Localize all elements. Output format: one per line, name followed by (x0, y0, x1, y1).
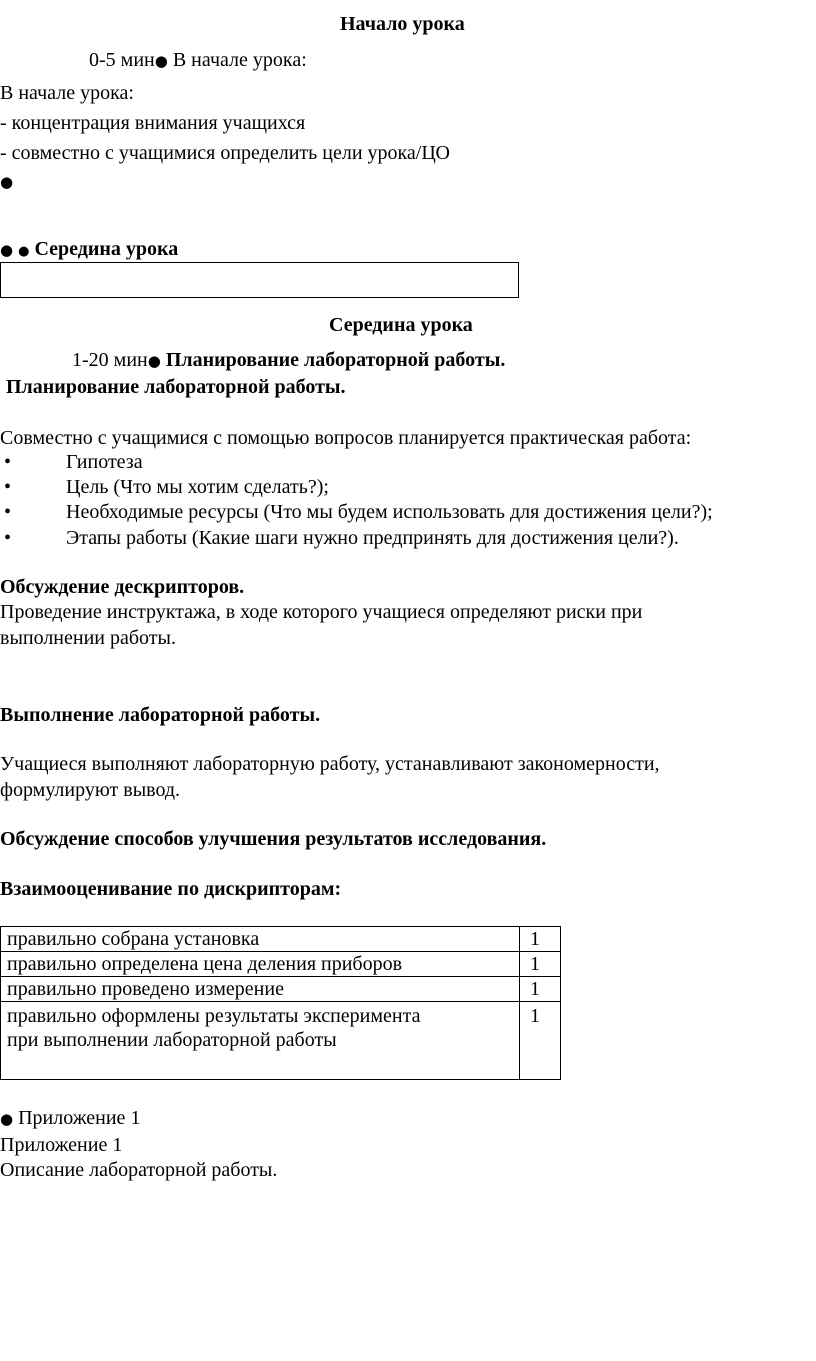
middle-time-line (72, 348, 505, 373)
bullet-icon: ● (0, 241, 14, 259)
appendix-label: Приложение 1 (0, 1134, 123, 1156)
table-row (1, 1002, 561, 1080)
assessment-table (0, 926, 561, 1080)
bullet-icon: ● (0, 173, 14, 191)
start-item: - совместно с учащимися определить цели урока/ЦО (0, 142, 450, 164)
criterion-cell (1, 1002, 520, 1080)
assessment-title: Взаимооценивание по дискрипторам: (0, 878, 342, 900)
table-row (1, 977, 561, 1002)
execution-text: формулируют вывод. (0, 779, 181, 801)
start-intro: В начале урока: (0, 82, 134, 104)
table-row (1, 952, 561, 977)
start-item: - концентрация внимания учащихся (0, 112, 306, 134)
execution-title: Выполнение лабораторной работы. (0, 704, 321, 726)
empty-box (0, 262, 519, 298)
list-bullet: • (4, 501, 12, 523)
criterion-line: правильно оформлены результаты эксперимента (7, 1005, 421, 1027)
start-time-text: В начале урока: (172, 49, 307, 71)
middle-time-text: Планирование лабораторной работы. (165, 349, 506, 371)
criterion-cell: правильно определена цена деления приборов (1, 952, 520, 977)
planning-item: Необходимые ресурсы (Что мы будем использовать для достижения цели?); (66, 501, 713, 523)
start-time: 0-5 мин (89, 49, 155, 71)
criterion-cell: правильно собрана установка (1, 927, 520, 952)
improvement-title: Обсуждение способов улучшения результатов исследования. (0, 828, 547, 850)
middle-time: 1-20 мин (72, 349, 148, 371)
small-bullet-icon: ● (18, 244, 30, 259)
middle-heading: Середина урока (329, 314, 473, 336)
middle-bullet-heading-label: Середина урока (34, 238, 179, 260)
bullet-icon: ● (147, 352, 161, 370)
score-cell: 1 (520, 927, 561, 952)
appendix-description: Описание лабораторной работы. (0, 1159, 278, 1181)
bullet-icon: ● (154, 52, 168, 70)
middle-bullet-heading (0, 237, 178, 264)
descriptors-text: выполнении работы. (0, 627, 176, 649)
planning-intro: Совместно с учащимися с помощью вопросов планируется практическая работа: (0, 427, 692, 449)
planning-title: Планирование лабораторной работы. (6, 376, 346, 398)
score-cell: 1 (520, 1002, 561, 1080)
start-heading: Начало урока (340, 13, 465, 35)
planning-item: Этапы работы (Какие шаги нужно предпринять для достижения цели?). (66, 527, 679, 549)
descriptors-text: Проведение инструктажа, в ходе которого учащиеся определяют риски при (0, 601, 643, 623)
score-cell: 1 (520, 952, 561, 977)
appendix-bullet-label: Приложение 1 (18, 1107, 141, 1129)
list-bullet: • (4, 527, 12, 549)
list-bullet: • (4, 451, 12, 473)
descriptors-title: Обсуждение дескрипторов. (0, 576, 245, 598)
planning-item: Цель (Что мы хотим сделать?); (66, 476, 329, 498)
appendix-bullet-line (0, 1106, 140, 1131)
execution-text: Учащиеся выполняют лабораторную работу, устанавливают закономерности, (0, 753, 660, 775)
score-cell: 1 (520, 977, 561, 1002)
criterion-line: при выполнении лабораторной работы (7, 1029, 337, 1051)
list-bullet: • (4, 476, 12, 498)
bullet-icon: ● (0, 1110, 14, 1128)
criterion-cell: правильно проведено измерение (1, 977, 520, 1002)
planning-item: Гипотеза (66, 451, 143, 473)
start-time-line (89, 48, 307, 73)
table-row (1, 927, 561, 952)
